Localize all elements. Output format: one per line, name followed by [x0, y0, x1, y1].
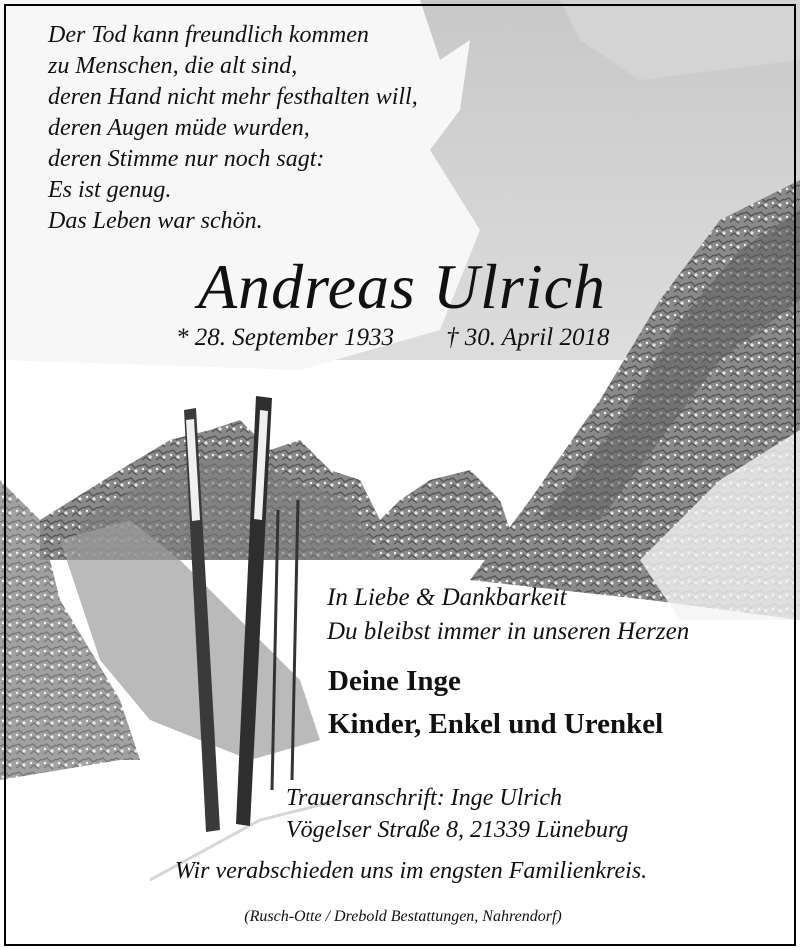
birth-date: * 28. September 1933 — [176, 324, 395, 351]
poem-line: Der Tod kann freundlich kommen — [48, 22, 369, 48]
poem-line: deren Augen müde wurden, — [48, 115, 310, 141]
poem-line: deren Stimme nur noch sagt: — [48, 146, 325, 172]
poem-line: Das Leben war schön. — [48, 208, 263, 234]
poem — [48, 20, 418, 237]
poem-line: zu Menschen, die alt sind, — [48, 53, 298, 79]
farewell-note: Wir verabschieden uns im engsten Familienkreis. — [174, 858, 648, 884]
deceased-name: Andreas Ulrich — [197, 251, 607, 322]
signatory-spouse: Deine Inge — [328, 665, 461, 697]
mourning-address-street: Vögelser Straße 8, 21339 Lüneburg — [286, 817, 629, 843]
signatory-family: Kinder, Enkel und Urenkel — [328, 708, 664, 740]
mourning-address-name: Traueranschrift: Inge Ulrich — [286, 785, 562, 811]
poem-line: Es ist genug. — [48, 177, 172, 203]
poem-line: deren Hand nicht mehr festhalten will, — [48, 84, 418, 110]
death-date: † 30. April 2018 — [446, 324, 610, 351]
dedication-line-2: Du bleibst immer in unseren Herzen — [327, 618, 690, 645]
dedication-line-1: In Liebe & Dankbarkeit — [327, 584, 567, 611]
undertaker-credit: (Rusch-Otte / Drebold Bestattungen, Nahrendorf) — [244, 908, 562, 925]
